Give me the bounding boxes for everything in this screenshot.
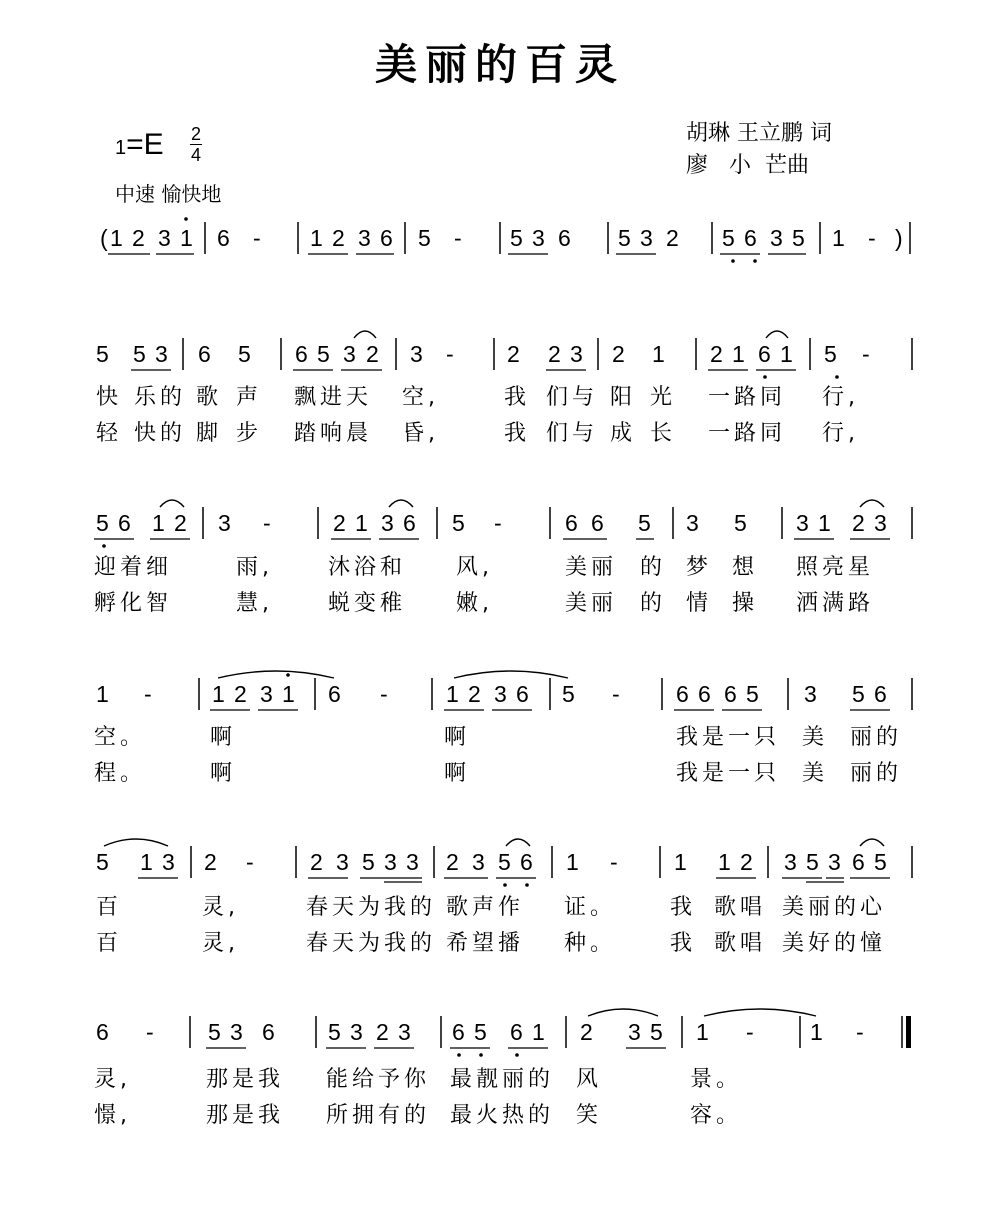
- note-1: 1: [696, 1019, 709, 1045]
- lyric-verse1: 啊: [210, 725, 237, 750]
- note-5: 5: [746, 681, 759, 707]
- lyric-verse1: 阳: [610, 385, 637, 410]
- note-6: 6: [295, 341, 308, 367]
- note-6: 6: [520, 849, 533, 875]
- low-dot: [503, 883, 507, 887]
- lyric-verse1: 最靓丽的: [450, 1067, 555, 1092]
- dash: -: [862, 341, 870, 367]
- note-6: 6: [217, 225, 230, 251]
- note-2: 2: [446, 849, 459, 875]
- note-5: 5: [208, 1019, 221, 1045]
- note-3: 3: [494, 681, 507, 707]
- lyric-verse1: 啊: [444, 725, 471, 750]
- note-5: 5: [328, 1019, 341, 1045]
- note-5: 5: [418, 225, 431, 251]
- lyric-verse2: 踏响晨: [294, 421, 373, 446]
- lyric-verse2: 孵化智: [94, 591, 173, 616]
- lyric-verse1: 那是我: [206, 1067, 285, 1092]
- note-1: 1: [446, 681, 459, 707]
- note-5: 5: [638, 510, 651, 536]
- song-title: 美丽的百灵: [374, 40, 625, 89]
- lyric-verse2: 长: [650, 421, 677, 446]
- tie-arc: [389, 500, 413, 507]
- dash: -: [263, 510, 271, 536]
- note-6: 6: [118, 510, 131, 536]
- note-3: 3: [472, 849, 485, 875]
- lyric-verse1: 想: [732, 555, 759, 580]
- note-5: 5: [133, 341, 146, 367]
- lyric-verse1: 空,: [402, 385, 439, 410]
- dash: -: [146, 1019, 154, 1045]
- tie-arc: [506, 839, 530, 846]
- note-1: 1: [780, 341, 793, 367]
- lyric-verse2: 我: [670, 931, 697, 956]
- note-6: 6: [558, 225, 571, 251]
- lyric-verse1: 我是一只: [676, 725, 781, 750]
- lyric-verse2: 洒满路: [796, 591, 875, 616]
- lyric-verse2: 种。: [564, 931, 617, 956]
- note-5: 5: [362, 849, 375, 875]
- lyric-verse1: 景。: [690, 1067, 743, 1092]
- note-3: 3: [804, 681, 817, 707]
- tie-arc: [354, 331, 376, 338]
- lyric-verse2: 脚: [196, 421, 223, 446]
- lyric-verse2: 丽的: [850, 761, 903, 786]
- lyric-verse2: 情: [686, 591, 713, 616]
- note-3: 3: [796, 510, 809, 536]
- tie-arc: [766, 331, 788, 338]
- lyric-verse1: 乐的: [134, 385, 187, 410]
- low-dot: [479, 1053, 483, 1057]
- lyric-verse2: 灵,: [202, 931, 239, 956]
- note-3: 3: [336, 849, 349, 875]
- lyric-verse2: 容。: [690, 1103, 743, 1128]
- lyric-verse1: 行,: [822, 385, 859, 410]
- note-2: 2: [666, 225, 679, 251]
- note-3: 3: [828, 849, 841, 875]
- note-3: 3: [155, 341, 168, 367]
- note-2: 2: [852, 510, 865, 536]
- note-3: 3: [628, 1019, 641, 1045]
- note-5: 5: [852, 681, 865, 707]
- low-dot: [731, 259, 735, 263]
- note-1: 1: [532, 1019, 545, 1045]
- lyric-verse1: 的: [640, 555, 667, 580]
- lyric-verse1: 歌唱: [714, 895, 767, 920]
- lyric-verse1: 空。: [94, 725, 147, 750]
- note-1: 1: [810, 1019, 823, 1045]
- note-1: 1: [212, 681, 225, 707]
- high-dot: [286, 673, 290, 677]
- note-3: 3: [343, 341, 356, 367]
- note-2: 2: [204, 849, 217, 875]
- note-3: 3: [410, 341, 423, 367]
- note-3: 3: [784, 849, 797, 875]
- lyric-verse1: 丽的: [850, 725, 903, 750]
- lyric-verse2: 希望播: [446, 931, 525, 956]
- note-3: 3: [162, 849, 175, 875]
- lyric-verse1: 美丽的心: [782, 895, 887, 920]
- tempo-marking: 中速 愉快地: [115, 182, 222, 206]
- dash: -: [144, 681, 152, 707]
- lyric-verse1: 们与: [546, 385, 599, 410]
- note-2: 2: [612, 341, 625, 367]
- note-1: 1: [652, 341, 665, 367]
- lyric-verse1: 一路同: [708, 385, 787, 410]
- lyric-verse2: 春天为我的: [306, 931, 437, 956]
- note-2: 2: [366, 341, 379, 367]
- lyric-verse2: 所拥有的: [326, 1103, 431, 1128]
- note-3: 3: [381, 510, 394, 536]
- note-3: 3: [398, 1019, 411, 1045]
- low-dot: [457, 1053, 461, 1057]
- lyric-verse2: 最火热的: [450, 1103, 555, 1128]
- lyric-verse1: 风: [576, 1067, 603, 1092]
- note-1: 1: [832, 225, 845, 251]
- note-6: 6: [198, 341, 211, 367]
- tie-arc: [860, 839, 884, 846]
- note-2: 2: [174, 510, 187, 536]
- note-5: 5: [510, 225, 523, 251]
- lyric-verse2: 百: [96, 931, 123, 956]
- lyric-verse1: 光: [650, 385, 677, 410]
- note-3: 3: [350, 1019, 363, 1045]
- note-1: 1: [674, 849, 687, 875]
- note-6: 6: [724, 681, 737, 707]
- low-dot: [525, 883, 529, 887]
- note-2: 2: [332, 225, 345, 251]
- lyric-verse1: 我: [670, 895, 697, 920]
- tie-arc: [218, 671, 334, 678]
- lyric-verse1: 歌声作: [446, 895, 525, 920]
- lyric-verse2: 慧,: [236, 591, 273, 616]
- lyric-verse1: 春天为我的: [306, 895, 437, 920]
- note-2: 2: [710, 341, 723, 367]
- note-3: 3: [358, 225, 371, 251]
- note-1: 1: [566, 849, 579, 875]
- key-signature: 1=E: [115, 128, 164, 161]
- lyric-verse2: 啊: [210, 761, 237, 786]
- lyric-verse2: 憬,: [94, 1103, 131, 1128]
- tie-arc: [860, 500, 884, 507]
- lyric-verse1: 我: [504, 385, 531, 410]
- note-6: 6: [510, 1019, 523, 1045]
- note-5: 5: [734, 510, 747, 536]
- final-barline-thick: [906, 1016, 911, 1048]
- note-3: 3: [406, 849, 419, 875]
- lyric-verse1: 迎着细: [94, 555, 173, 580]
- note-3: 3: [686, 510, 699, 536]
- note-5: 5: [824, 341, 837, 367]
- dash: -: [380, 681, 388, 707]
- composer: 廖 小 芒曲: [686, 153, 809, 178]
- note-5: 5: [474, 1019, 487, 1045]
- low-dot: [763, 375, 767, 379]
- paren: ): [895, 225, 903, 251]
- note-2: 2: [310, 849, 323, 875]
- note-6: 6: [262, 1019, 275, 1045]
- note-3: 3: [874, 510, 887, 536]
- note-6: 6: [874, 681, 887, 707]
- note-6: 6: [591, 510, 604, 536]
- note-3: 3: [218, 510, 231, 536]
- note-6: 6: [744, 225, 757, 251]
- low-dot: [515, 1053, 519, 1057]
- note-5: 5: [650, 1019, 663, 1045]
- lyric-verse2: 我是一只: [676, 761, 781, 786]
- note-3: 3: [570, 341, 583, 367]
- lyric-verse2: 蜕变稚: [328, 591, 407, 616]
- note-2: 2: [740, 849, 753, 875]
- note-5: 5: [562, 681, 575, 707]
- time-signature: 2 4: [190, 124, 201, 165]
- note-5: 5: [452, 510, 465, 536]
- note-6: 6: [452, 1019, 465, 1045]
- lyric-verse1: 雨,: [236, 555, 273, 580]
- note-6: 6: [758, 341, 771, 367]
- lyric-verse1: 证。: [564, 895, 617, 920]
- lyric-verse2: 程。: [94, 761, 147, 786]
- lyric-verse2: 笑: [576, 1103, 603, 1128]
- lyric-verse2: 步: [236, 421, 263, 446]
- lyric-verse2: 美丽: [565, 591, 618, 616]
- low-dot: [753, 259, 757, 263]
- note-2: 2: [507, 341, 520, 367]
- lyric-verse1: 灵,: [94, 1067, 131, 1092]
- lyric-verse1: 梦: [686, 555, 713, 580]
- note-3: 3: [158, 225, 171, 251]
- note-1: 1: [140, 849, 153, 875]
- dash: -: [454, 225, 462, 251]
- note-1: 1: [355, 510, 368, 536]
- dash: -: [610, 849, 618, 875]
- note-1: 1: [152, 510, 165, 536]
- note-6: 6: [96, 1019, 109, 1045]
- note-5: 5: [806, 849, 819, 875]
- note-3: 3: [532, 225, 545, 251]
- note-6: 6: [565, 510, 578, 536]
- lyric-verse2: 操: [732, 591, 759, 616]
- note-5: 5: [96, 341, 109, 367]
- lyric-verse2: 成: [610, 421, 637, 446]
- note-2: 2: [376, 1019, 389, 1045]
- note-3: 3: [260, 681, 273, 707]
- note-6: 6: [698, 681, 711, 707]
- lyric-verse1: 美丽: [565, 555, 618, 580]
- note-2: 2: [468, 681, 481, 707]
- note-1: 1: [718, 849, 731, 875]
- note-1: 1: [96, 681, 109, 707]
- low-dot: [835, 375, 839, 379]
- note-3: 3: [640, 225, 653, 251]
- note-1: 1: [310, 225, 323, 251]
- lyric-verse2: 昏,: [402, 421, 439, 446]
- dash: -: [246, 849, 254, 875]
- low-dot: [102, 544, 106, 548]
- tie-arc: [704, 1009, 816, 1016]
- lyric-verse1: 沐浴和: [328, 555, 407, 580]
- lyric-verse2: 快的: [134, 421, 187, 446]
- lyric-verse1: 灵,: [202, 895, 239, 920]
- note-3: 3: [770, 225, 783, 251]
- note-6: 6: [852, 849, 865, 875]
- lyric-verse2: 歌唱: [714, 931, 767, 956]
- dash: -: [868, 225, 876, 251]
- note-5: 5: [96, 510, 109, 536]
- note-6: 6: [328, 681, 341, 707]
- dash: -: [612, 681, 620, 707]
- note-5: 5: [874, 849, 887, 875]
- lyric-verse1: 照亮星: [796, 555, 875, 580]
- lyric-verse2: 行,: [822, 421, 859, 446]
- note-6: 6: [676, 681, 689, 707]
- lyric-verse1: 快: [96, 385, 123, 410]
- lyric-verse2: 一路同: [708, 421, 787, 446]
- note-5: 5: [498, 849, 511, 875]
- lyric-verse2: 我: [504, 421, 531, 446]
- lyric-verse2: 们与: [546, 421, 599, 446]
- lyric-verse1: 风,: [456, 555, 493, 580]
- note-3: 3: [230, 1019, 243, 1045]
- lyric-verse2: 那是我: [206, 1103, 285, 1128]
- note-1: 1: [110, 225, 123, 251]
- tie-arc: [454, 671, 568, 678]
- lyric-verse1: 歌: [196, 385, 223, 410]
- lyric-verse1: 能给予你: [326, 1067, 431, 1092]
- note-5: 5: [792, 225, 805, 251]
- lyric-verse2: 美好的憧: [782, 931, 887, 956]
- note-5: 5: [238, 341, 251, 367]
- lyric-verse2: 轻: [96, 421, 123, 446]
- dash: -: [856, 1019, 864, 1045]
- note-6: 6: [516, 681, 529, 707]
- lyric-verse1: 美: [802, 725, 829, 750]
- lyricist: 胡琳 王立鹏 词: [686, 121, 832, 146]
- note-6: 6: [403, 510, 416, 536]
- note-2: 2: [132, 225, 145, 251]
- lyric-verse1: 声: [236, 385, 263, 410]
- tie-arc: [160, 500, 184, 507]
- note-1: 1: [282, 681, 295, 707]
- note-6: 6: [380, 225, 393, 251]
- dash: -: [746, 1019, 754, 1045]
- dash: -: [253, 225, 261, 251]
- note-2: 2: [234, 681, 247, 707]
- note-1: 1: [180, 225, 193, 251]
- lyric-verse1: 百: [96, 895, 123, 920]
- lyric-verse1: 飘进天: [294, 385, 373, 410]
- note-1: 1: [732, 341, 745, 367]
- paren: (: [100, 225, 108, 251]
- note-5: 5: [96, 849, 109, 875]
- note-2: 2: [333, 510, 346, 536]
- note-5: 5: [722, 225, 735, 251]
- lyric-verse2: 啊: [444, 761, 471, 786]
- tie-arc: [104, 839, 168, 846]
- lyric-verse2: 嫩,: [456, 591, 493, 616]
- dash: -: [446, 341, 454, 367]
- note-5: 5: [618, 225, 631, 251]
- note-2: 2: [548, 341, 561, 367]
- lyric-verse2: 的: [640, 591, 667, 616]
- note-2: 2: [580, 1019, 593, 1045]
- tie-arc: [588, 1009, 658, 1016]
- note-1: 1: [818, 510, 831, 536]
- note-3: 3: [384, 849, 397, 875]
- lyric-verse2: 美: [802, 761, 829, 786]
- high-dot: [184, 217, 188, 221]
- dash: -: [494, 510, 502, 536]
- note-5: 5: [317, 341, 330, 367]
